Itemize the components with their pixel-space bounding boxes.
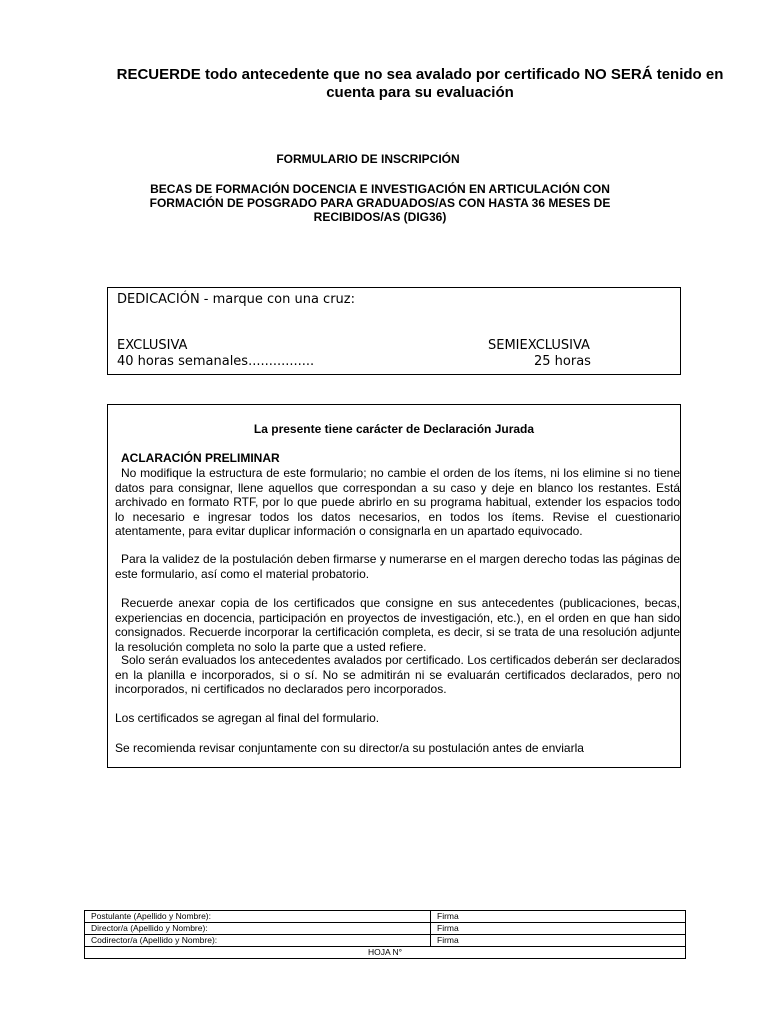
director-signature-field[interactable]: Firma (431, 923, 686, 935)
applicant-signature-field[interactable]: Firma (431, 911, 686, 923)
semiexclusive-option[interactable]: SEMIEXCLUSIVA (488, 338, 590, 353)
declaration-box (107, 404, 681, 768)
preliminary-heading: ACLARACIÓN PRELIMINAR (121, 451, 280, 465)
paragraph-review: Se recomienda revisar conjuntamente con su director/a su postulación antes de enviarla (115, 741, 584, 755)
table-row (85, 935, 686, 947)
exclusive-hours: 40 horas semanales................ (117, 354, 315, 369)
codirector-signature-field[interactable]: Firma (431, 935, 686, 947)
table-row (85, 911, 686, 923)
signature-table (84, 910, 686, 959)
paragraph-validity: Para la validez de la postulación deben firmarse y numerarse en el margen derecho todas las páginas de este formulario, así como el material probatorio. (115, 552, 680, 581)
declaration-heading: La presente tiene carácter de Declaración Jurada (253, 422, 535, 436)
dedication-prompt: DEDICACIÓN - marque con una cruz: (117, 292, 355, 307)
applicant-name-field[interactable]: Postulante (Apellido y Nombre): (85, 911, 431, 923)
sheet-number-field[interactable]: HOJA N° (85, 947, 686, 959)
paragraph-evaluation: Solo serán evaluados los antecedentes avalados por certificado. Los certificados deberán ser declarados en la planilla e incorporados, si o sí. No se admitirán ni se evaluarán certificados declarados, pero no incorporados, ni certificados no declarados pero incorporados. (115, 653, 681, 697)
table-row (85, 947, 686, 959)
paragraph-certificates: Recuerde anexar copia de los certificados que consigne en sus antecedentes (publicaciones, becas, experiencias en docencia, participación en proyectos de investigación, etc.), en el orden en que han sido consignados. Recuerde incorporar la certificación completa, es decir, si se trata de una resolución adjunte la resolución completa no solo la parte que a usted refiere. (115, 596, 680, 654)
reminder-notice: RECUERDE todo antecedente que no sea avalado por certificado NO SERÁ tenido en cuenta para su evaluación (116, 66, 724, 101)
table-row (85, 923, 686, 935)
paragraph-structure: No modifique la estructura de este formulario; no cambie el orden de los ítems, ni los elimine si no tiene datos para consignar, llene aquellos que correspondan a su caso y deje en blanco los restantes. Está archivado en formato RTF, por lo que puede abrirlo en su programa habitual, extender los espacios todo lo necesario e ingresar todos los datos necesarios, en todos los ítems. Revise el cuestionario atentamente, para evitar duplicar información o consignarla en un apartado equivocado. (115, 466, 680, 539)
form-title: FORMULARIO DE INSCRIPCIÓN (276, 152, 460, 166)
program-title: BECAS DE FORMACIÓN DOCENCIA E INVESTIGACIÓN EN ARTICULACIÓN CON FORMACIÓN DE POSGRADO PARA GRADUADOS/AS CON HASTA 36 MESES DE RECIBIDOS/AS (DIG36) (149, 182, 611, 224)
dedication-box (107, 287, 681, 375)
exclusive-option[interactable]: EXCLUSIVA (117, 338, 188, 353)
codirector-name-field[interactable]: Codirector/a (Apellido y Nombre): (85, 935, 431, 947)
director-name-field[interactable]: Director/a (Apellido y Nombre): (85, 923, 431, 935)
paragraph-append: Los certificados se agregan al final del formulario. (115, 711, 380, 725)
semiexclusive-hours: 25 horas (534, 354, 591, 369)
